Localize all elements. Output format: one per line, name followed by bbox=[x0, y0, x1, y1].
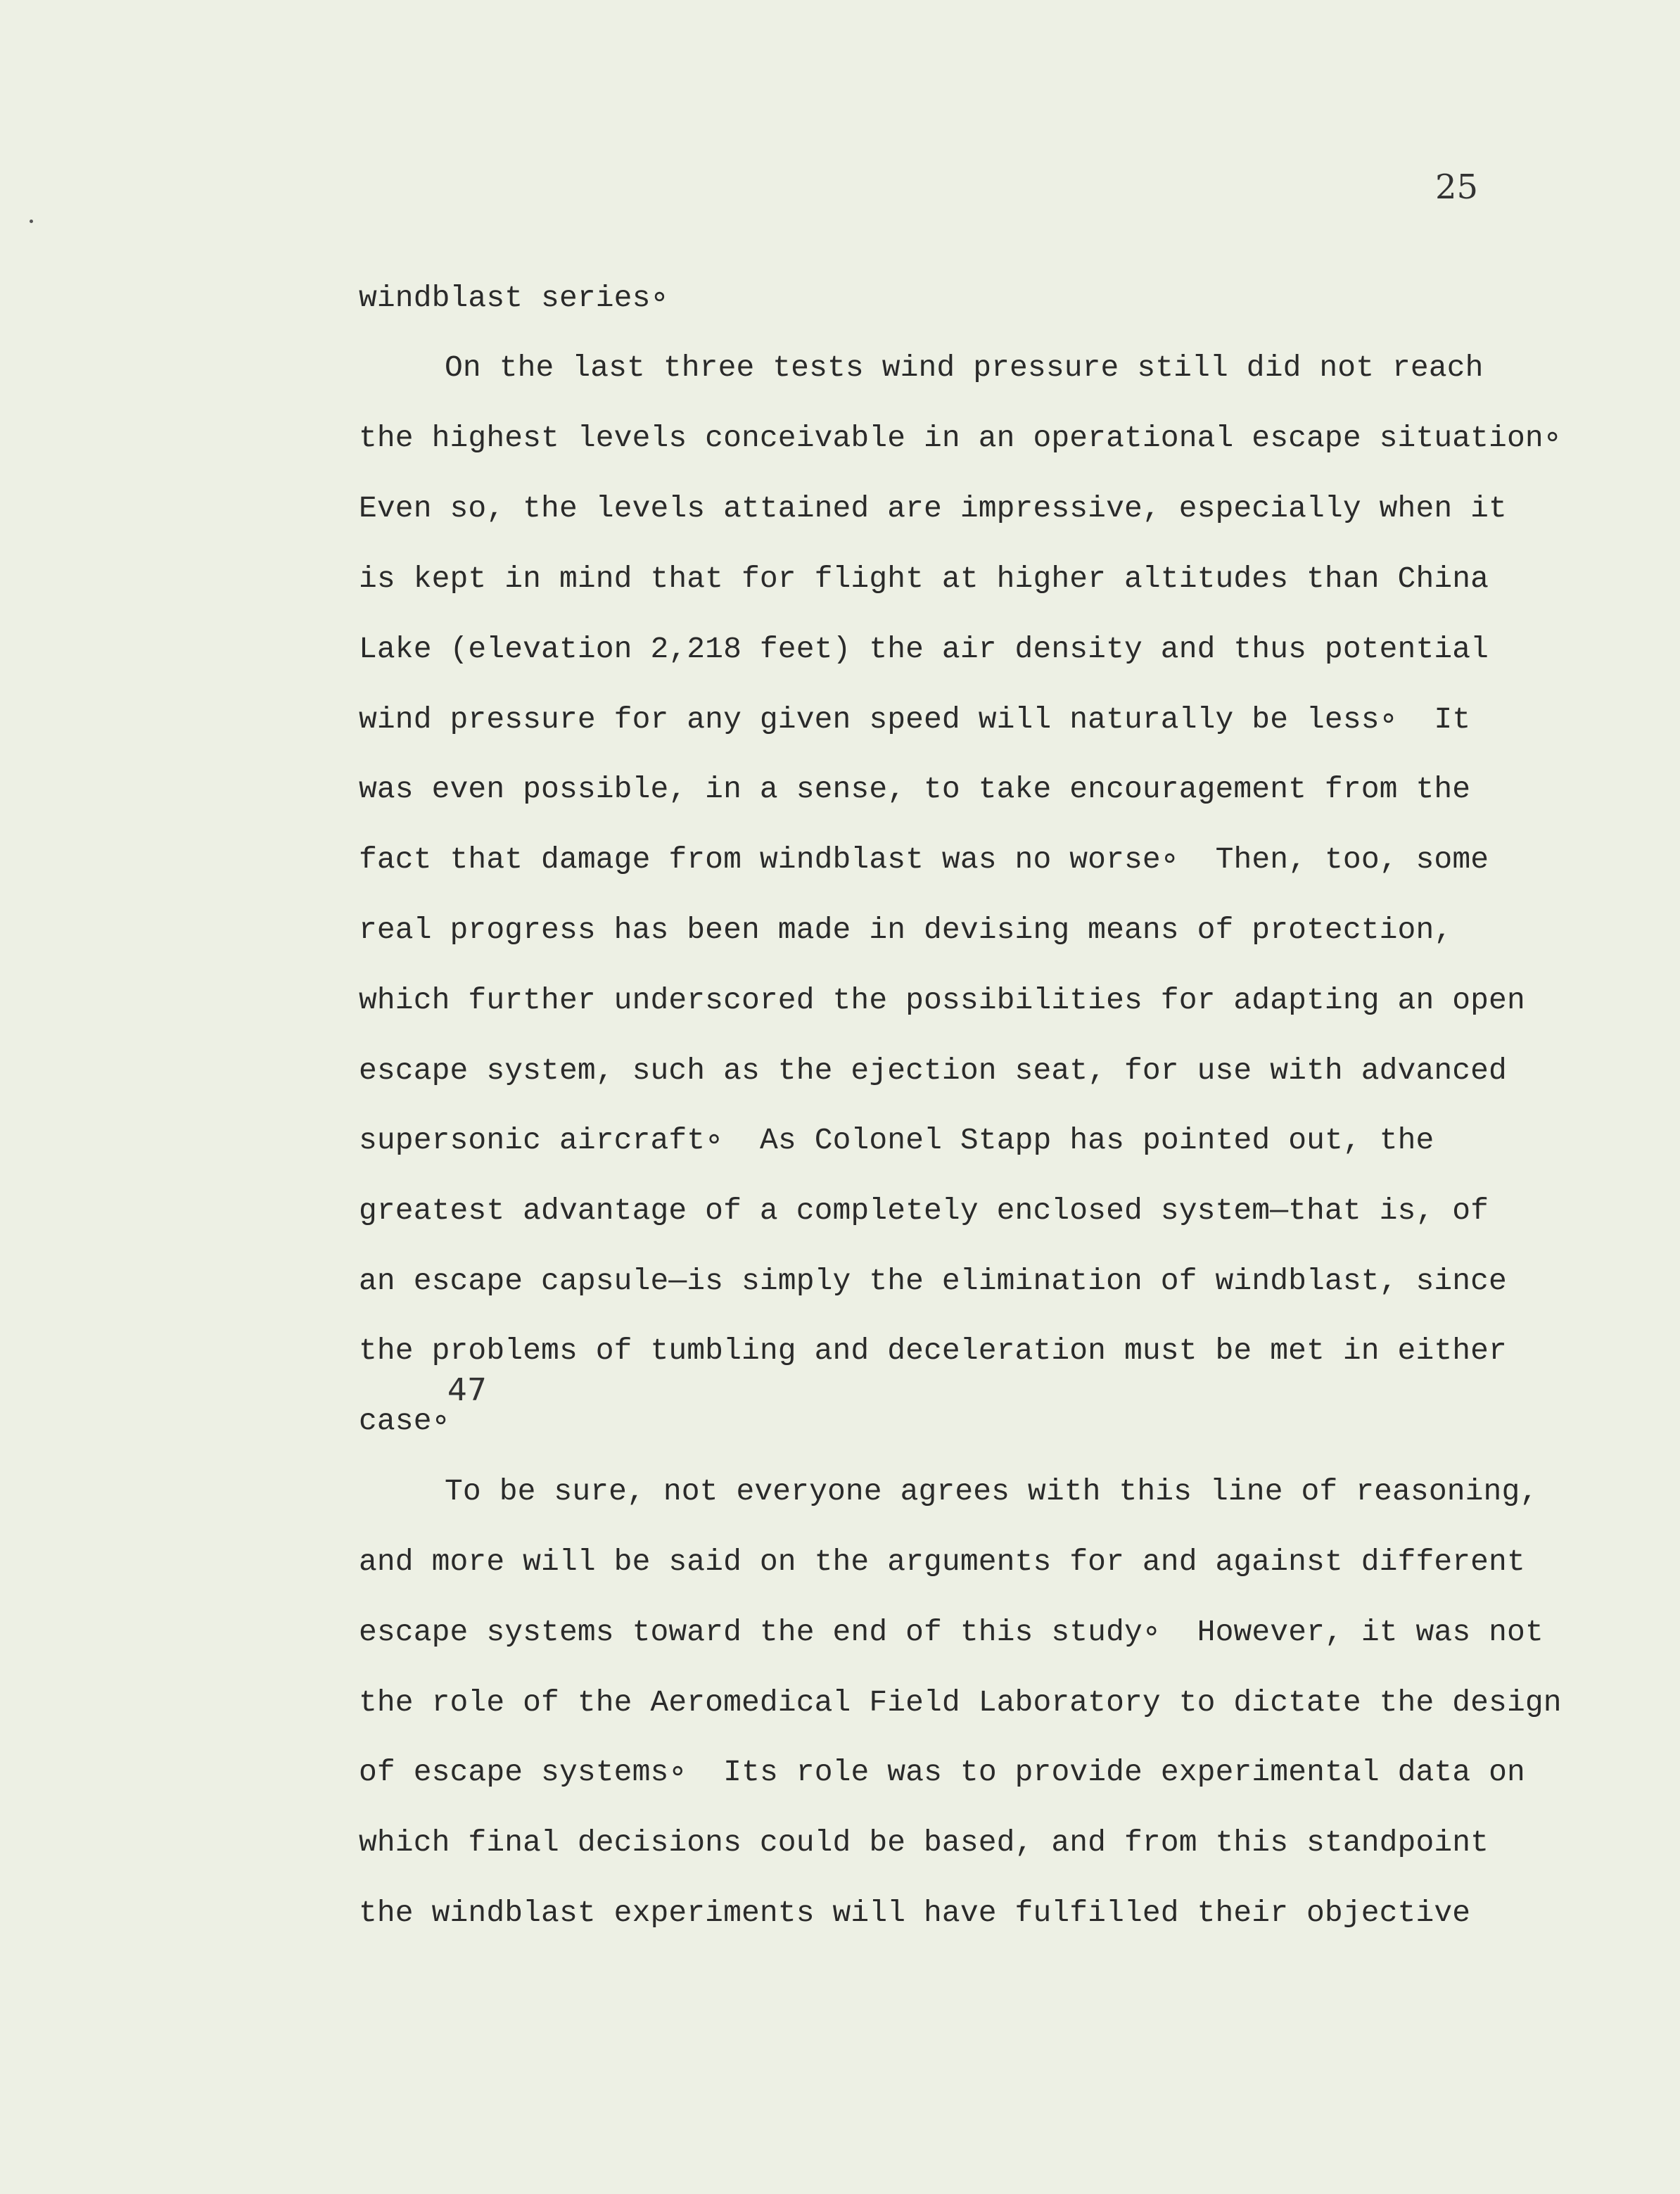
text-line: which final decisions could be based, and from this standpoint bbox=[359, 1825, 1489, 1860]
text-line: the windblast experiments will have fulfilled their objective bbox=[359, 1896, 1471, 1930]
text-line: real progress has been made in devising means of protection, bbox=[359, 913, 1453, 947]
text-line: and more will be said on the arguments for and against different bbox=[359, 1545, 1525, 1579]
text-line: was even possible, in a sense, to take encouragement from the bbox=[359, 772, 1471, 806]
text-line: wind pressure for any given speed will naturally be less∘ It bbox=[359, 702, 1471, 737]
text-line: which further underscored the possibilities for adapting an open bbox=[359, 983, 1525, 1017]
page-number: 25 bbox=[1435, 167, 1479, 207]
text-line: Even so, the levels attained are impressive, especially when it bbox=[359, 491, 1507, 526]
text-line: To be sure, not everyone agrees with this line of reasoning, bbox=[445, 1474, 1539, 1509]
text-line: windblast series∘ bbox=[359, 281, 669, 315]
text-line: case∘ bbox=[359, 1404, 450, 1438]
text-line: fact that damage from windblast was no worse∘ Then, too, some bbox=[359, 842, 1489, 877]
text-line: escape systems toward the end of this study∘ However, it was not bbox=[359, 1615, 1544, 1649]
text-line: is kept in mind that for flight at higher altitudes than China bbox=[359, 562, 1489, 596]
text-line: greatest advantage of a completely enclosed system—that is, of bbox=[359, 1193, 1489, 1228]
text-line: the role of the Aeromedical Field Laboratory to dictate the design bbox=[359, 1685, 1562, 1720]
text-line: an escape capsule—is simply the elimination of windblast, since bbox=[359, 1264, 1507, 1298]
text-line: of escape systems∘ Its role was to provide experimental data on bbox=[359, 1755, 1525, 1789]
text-line: supersonic aircraft∘ As Colonel Stapp has pointed out, the bbox=[359, 1123, 1434, 1158]
footnote-marker: 47 bbox=[447, 1372, 487, 1408]
text-line: On the last three tests wind pressure still did not reach bbox=[445, 350, 1484, 385]
text-line: Lake (elevation 2,218 feet) the air density and thus potential bbox=[359, 632, 1489, 666]
text-line: the problems of tumbling and deceleration must be met in either bbox=[359, 1333, 1507, 1368]
scan-speck bbox=[30, 220, 33, 223]
text-line: the highest levels conceivable in an operational escape situation∘ bbox=[359, 421, 1562, 455]
text-line: escape system, such as the ejection seat, for use with advanced bbox=[359, 1053, 1507, 1088]
